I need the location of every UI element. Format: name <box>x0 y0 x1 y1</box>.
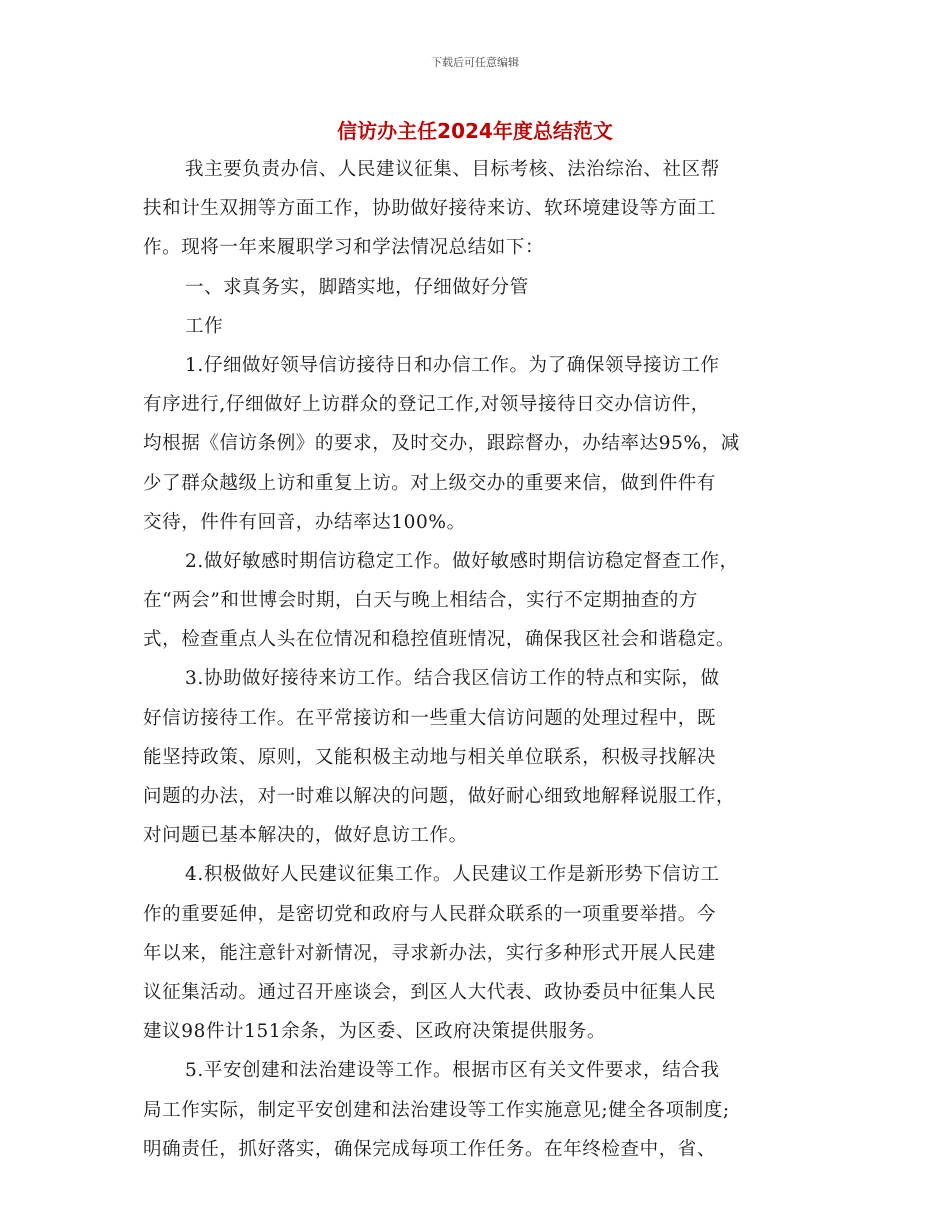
paragraph-line: 作的重要延伸，是密切党和政府与人民群众联系的一项重要举措。今 <box>143 903 717 925</box>
paragraph-line: 2.做好敏感时期信访稳定工作。做好敏感时期信访稳定督查工作， <box>185 550 739 572</box>
paragraph-line: 作。现将一年来履职学习和学法情况总结如下： <box>143 237 545 259</box>
paragraph-line: 一、求真务实，脚踏实地，仔细做好分管 <box>185 276 529 298</box>
paragraph-line: 明确责任，抓好落实，确保完成每项工作任务。在年终检查中，省、 <box>143 1138 717 1160</box>
paragraph-line: 5.平安创建和法治建设等工作。根据市区有关文件要求，结合我 <box>185 1060 720 1082</box>
paragraph-line: 少了群众越级上访和重复上访。对上级交办的重要来信，做到件件有 <box>143 472 717 494</box>
paragraph-line: 我主要负责办信、人民建议征集、目标考核、法治综治、社区帮 <box>185 159 720 180</box>
paragraph-line: 4.积极做好人民建议征集工作。人民建议工作是新形势下信访工 <box>185 864 720 886</box>
paragraph-line: 扶和计生双拥等方面工作，协助做好接待来访、软环境建设等方面工 <box>143 198 717 220</box>
paragraph-line: 议征集活动。通过召开座谈会，到区人大代表、政协委员中征集人民 <box>143 981 717 1003</box>
paragraph-line: 能坚持政策、原则，又能积极主动地与相关单位联系，积极寻找解决 <box>143 746 717 768</box>
paragraph-line: 在“两会”和世博会时期，白天与晚上相结合，实行不定期抽查的方 <box>143 590 698 612</box>
paragraph-line: 好信访接待工作。在平常接访和一些重大信访问题的处理过程中，既 <box>143 707 717 729</box>
paragraph-line: 工作 <box>185 315 224 337</box>
paragraph-line: 1.仔细做好领导信访接待日和办信工作。为了确保领导接访工作 <box>185 354 720 376</box>
paragraph-line: 有序进行,仔细做好上访群众的登记工作,对领导接待日交办信访件， <box>143 394 710 416</box>
paragraph-line: 局工作实际，制定平安创建和法治建设等工作实施意见;健全各项制度; <box>143 1099 730 1121</box>
paragraph-line: 建议98件计151余条，为区委、区政府决策提供服务。 <box>143 1021 606 1043</box>
document-body <box>143 150 803 1169</box>
page-header-note: 下载后可任意编辑 <box>431 56 519 69</box>
paragraph-line: 年以来，能注意针对新情况，寻求新办法，实行多种形式开展人民建 <box>143 942 717 964</box>
document-title: 信访办主任2024年度总结范文 <box>337 119 613 143</box>
paragraph-line: 3.协助做好接待来访工作。结合我区信访工作的特点和实际，做 <box>185 668 720 690</box>
paragraph-line: 对问题已基本解决的，做好息访工作。 <box>143 825 468 847</box>
paragraph-line: 均根据《信访条例》的要求，及时交办，跟踪督办，办结率达95%，减 <box>143 433 740 455</box>
paragraph-line: 式，检查重点人头在位情况和稳控值班情况，确保我区社会和谐稳定。 <box>143 629 736 651</box>
paragraph-line: 交待，件件有回音，办结率达100%。 <box>143 511 466 533</box>
paragraph-line: 问题的办法，对一时难以解决的问题，做好耐心细致地解释说服工作， <box>143 786 736 807</box>
